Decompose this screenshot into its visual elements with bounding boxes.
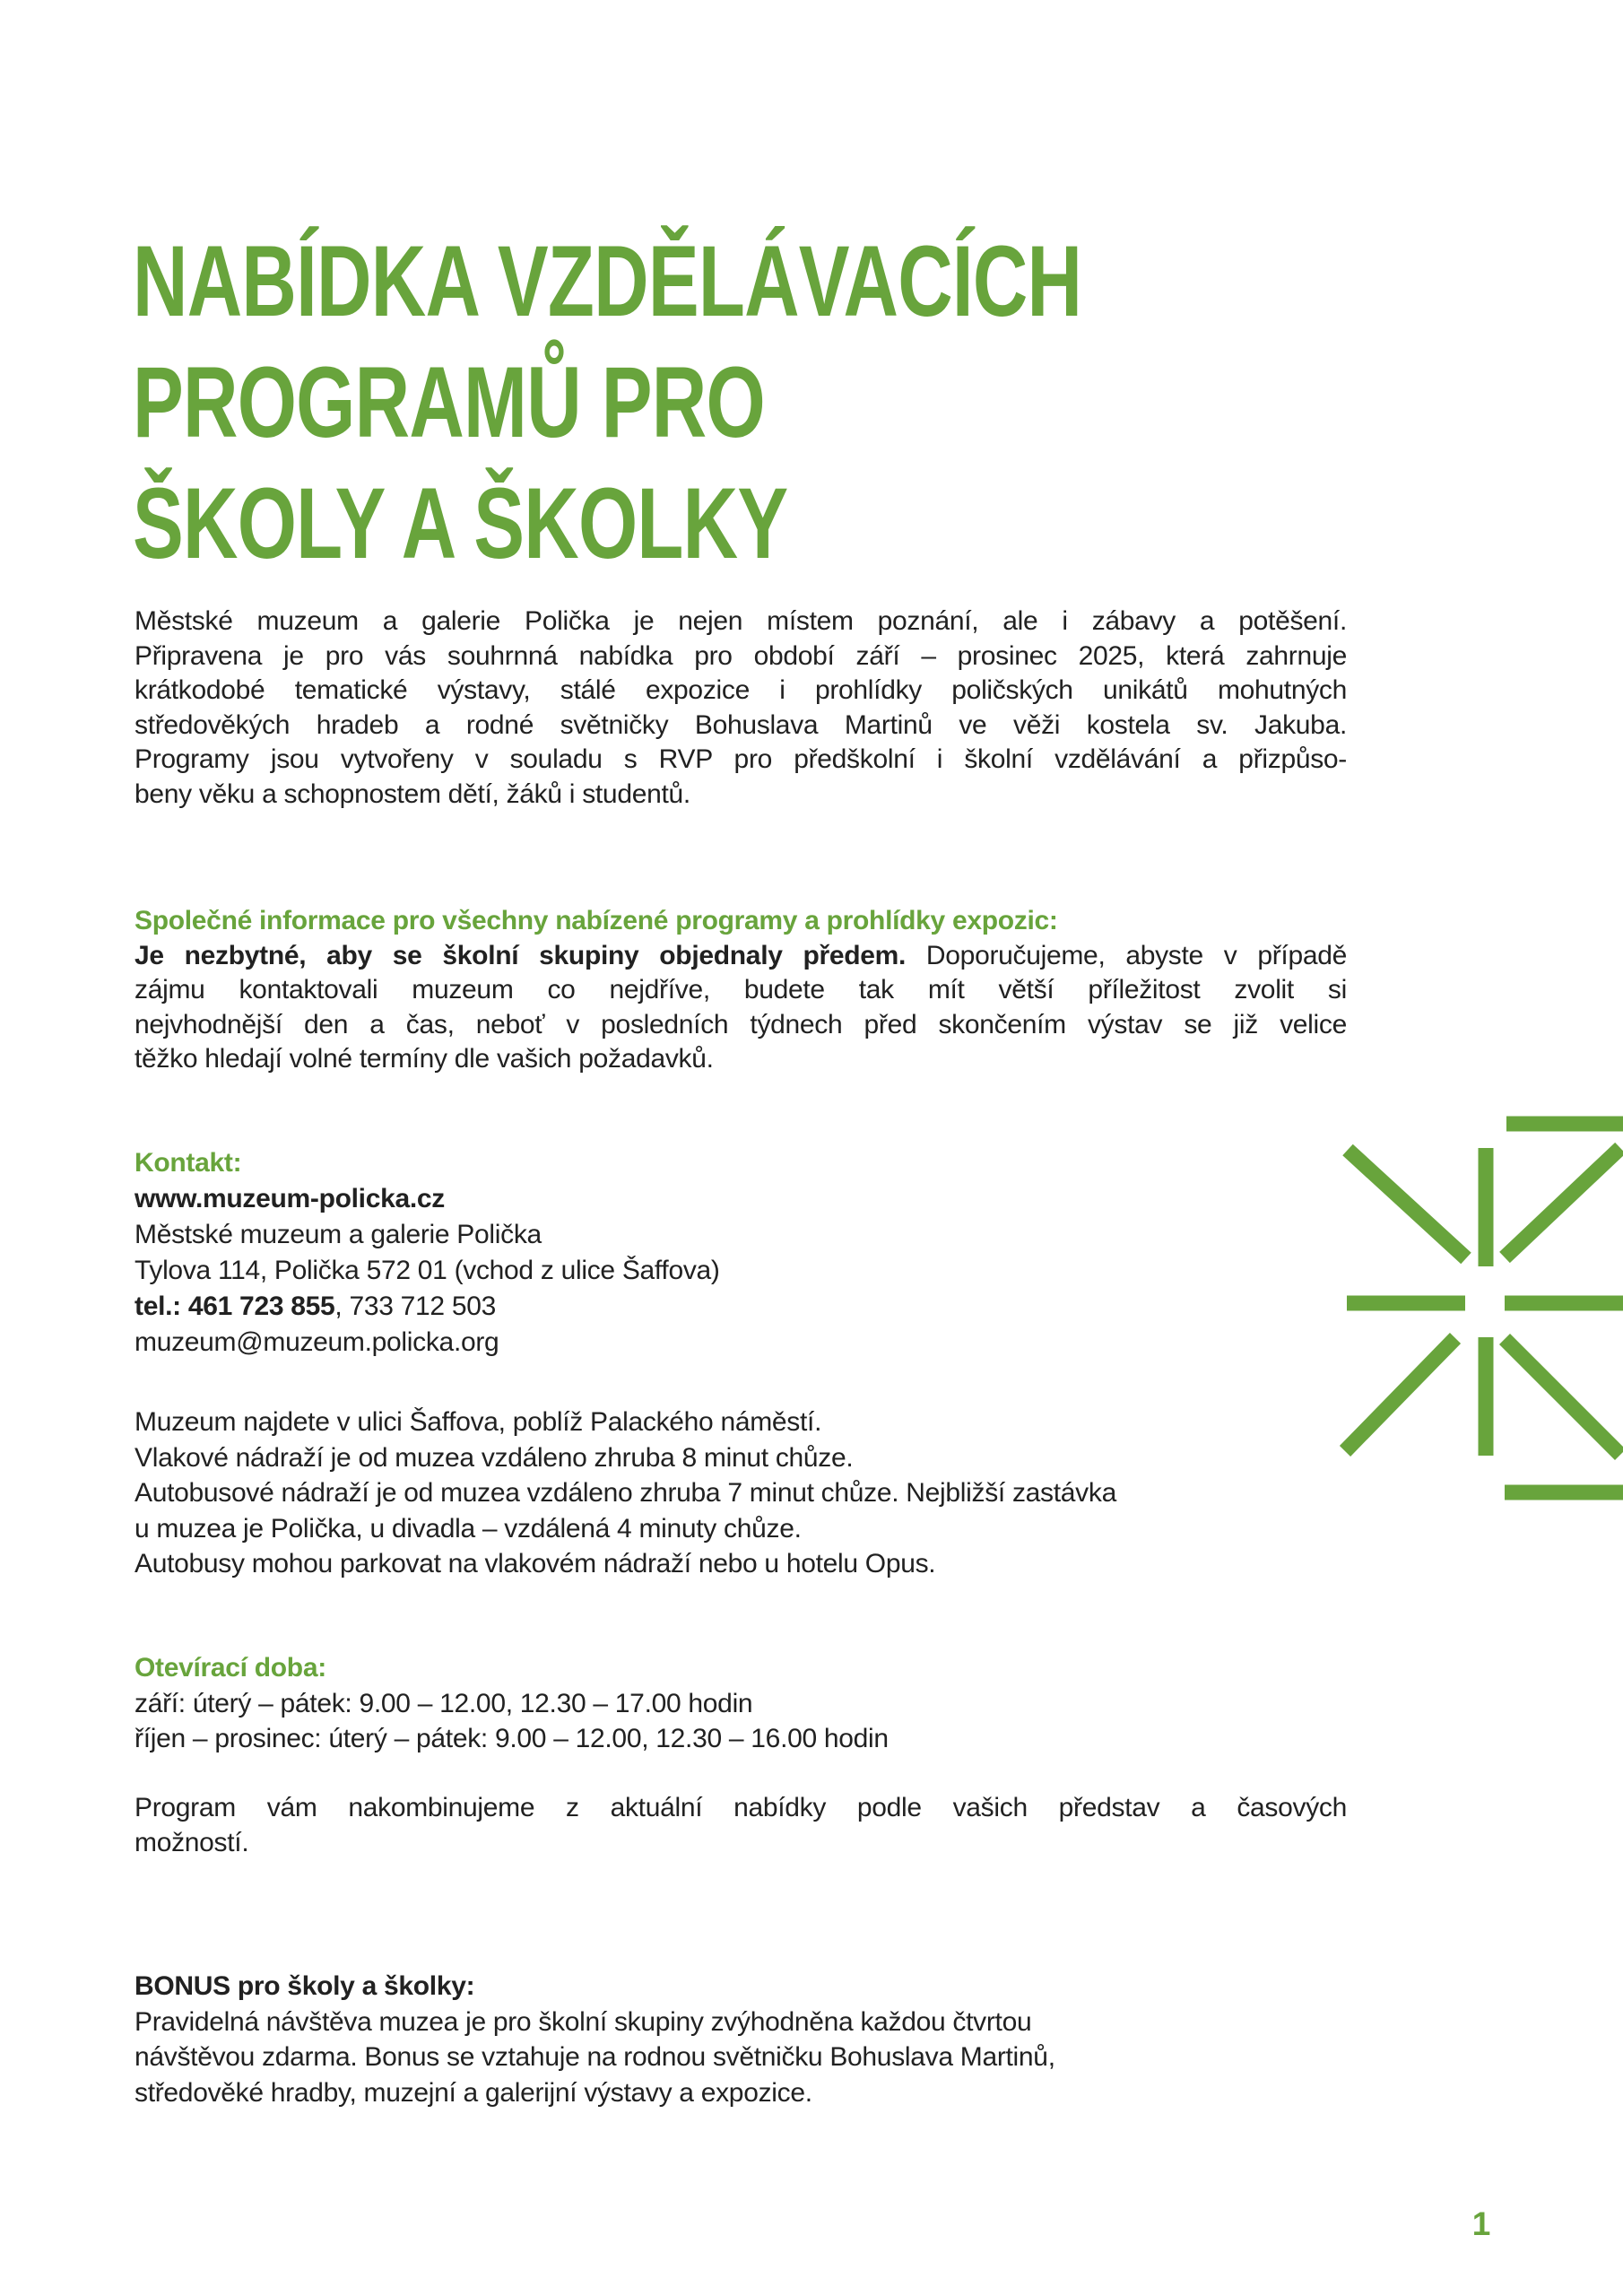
contact-phone xyxy=(135,1289,1347,1325)
intro-line: krátkodobé tematické výstavy, stálé expozice i prohlídky poličských unikátů mohutných xyxy=(135,675,1347,706)
directions-line: Autobusy mohou parkovat na vlakovém nádraží nebo u hotelu Opus. xyxy=(135,1549,936,1578)
common-info-heading: Společné informace pro všechny nabízené programy a prohlídky expozic: xyxy=(135,906,1058,935)
intro-line: středověkých hradeb a rodné světničky Bohuslava Martinů ve věži kostela sv. Jakuba. xyxy=(135,709,1347,740)
intro-line: Městské muzeum a galerie Polička je nejen místem poznání, ale i zábavy a potěšení. xyxy=(135,606,1347,636)
directions-line: Muzeum najdete v ulici Šaffova, poblíž Palackého náměstí. xyxy=(135,1407,822,1437)
contact-phone-secondary: , 733 712 503 xyxy=(334,1292,497,1321)
bonus-section xyxy=(135,1969,1347,2110)
contact-heading: Kontakt: xyxy=(135,1148,242,1178)
page-title-line-2: PROGRAMŮ PRO xyxy=(133,346,765,458)
intro-line: Programy jsou vytvořeny v souladu s RVP pro předškolní i školní vzdělávání a přizpůso- xyxy=(135,744,1347,775)
common-info-line: těžko hledají volné termíny dle vašich požadavků. xyxy=(135,1044,714,1074)
page-number: 1 xyxy=(1471,2205,1491,2242)
common-info-line: zájmu kontaktovali muzeum co nejdříve, budete tak mít větší příležitost zvolit si xyxy=(135,975,1347,1005)
contact-museum-name: Městské muzeum a galerie Polička xyxy=(135,1220,542,1249)
opening-hours-line: říjen – prosinec: úterý – pátek: 9.00 – 12.00, 12.30 – 16.00 hodin xyxy=(135,1724,889,1753)
opening-hours-line: září: úterý – pátek: 9.00 – 12.00, 12.30 – 17.00 hodin xyxy=(135,1688,753,1718)
directions-line: Autobusové nádraží je od muzea vzdáleno zhruba 7 minut chůze. Nejbližší zastávka xyxy=(135,1478,1116,1508)
common-info-bold-lead: Je nezbytné, aby se školní skupiny objednaly předem. xyxy=(135,940,907,970)
contact-phone-primary: tel.: 461 723 855 xyxy=(135,1292,335,1321)
contact-email-link[interactable]: muzeum@muzeum.policka.org xyxy=(135,1327,499,1357)
bonus-heading: BONUS pro školy a školky: xyxy=(135,1971,475,2001)
opening-hours-heading: Otevírací doba: xyxy=(135,1653,326,1683)
common-info-section xyxy=(135,904,1347,1077)
contact-address: Tylova 114, Polička 572 01 (vchod z ulice Šaffova) xyxy=(135,1256,720,1285)
directions-line: u muzea je Polička, u divadla – vzdálená 4 minuty chůze. xyxy=(135,1513,802,1544)
bonus-line: středověké hradby, muzejní a galerijní výstavy a expozice. xyxy=(135,2077,812,2108)
directions-line: Vlakové nádraží je od muzea vzdáleno zhruba 8 minut chůze. xyxy=(135,1442,854,1473)
common-info-line: nejvhodnější den a čas, neboť v posledních týdnech před skončením výstav se již velice xyxy=(135,1009,1347,1039)
page-title-line-1: NABÍDKA VZDĚLÁVACÍCH xyxy=(133,225,1082,337)
museum-star-logo-icon xyxy=(1336,1109,1623,1506)
common-info-line xyxy=(135,939,1347,974)
program-note-line: možností. xyxy=(135,1827,249,1857)
page-title-line-3: ŠKOLY A ŠKOLKY xyxy=(133,467,788,579)
contact-website-link[interactable]: www.muzeum-policka.cz xyxy=(135,1184,445,1213)
bonus-line: návštěvou zdarma. Bonus se vztahuje na rodnou světničku Bohuslava Martinů, xyxy=(135,2042,1055,2072)
intro-paragraph xyxy=(135,604,1347,813)
contact-section xyxy=(135,1145,1347,1361)
bonus-line: Pravidelná návštěva muzea je pro školní skupiny zvýhodněna každou čtvrtou xyxy=(135,2006,1032,2037)
program-note-line: Program vám nakombinujeme z aktuální nabídky podle vašich představ a časových xyxy=(135,1793,1347,1822)
common-info-line1-rest: Doporučujeme, abyste v případě xyxy=(906,940,1347,970)
page-title xyxy=(133,221,1081,584)
directions-paragraph xyxy=(135,1405,1347,1582)
program-note-paragraph xyxy=(135,1791,1347,1860)
intro-line: Připravena je pro vás souhrnná nabídka pro období září – prosinec 2025, která zahrnuje xyxy=(135,640,1347,671)
intro-line: beny věku a schopnostem dětí, žáků i studentů. xyxy=(135,778,690,809)
opening-hours-section xyxy=(135,1650,1347,1757)
